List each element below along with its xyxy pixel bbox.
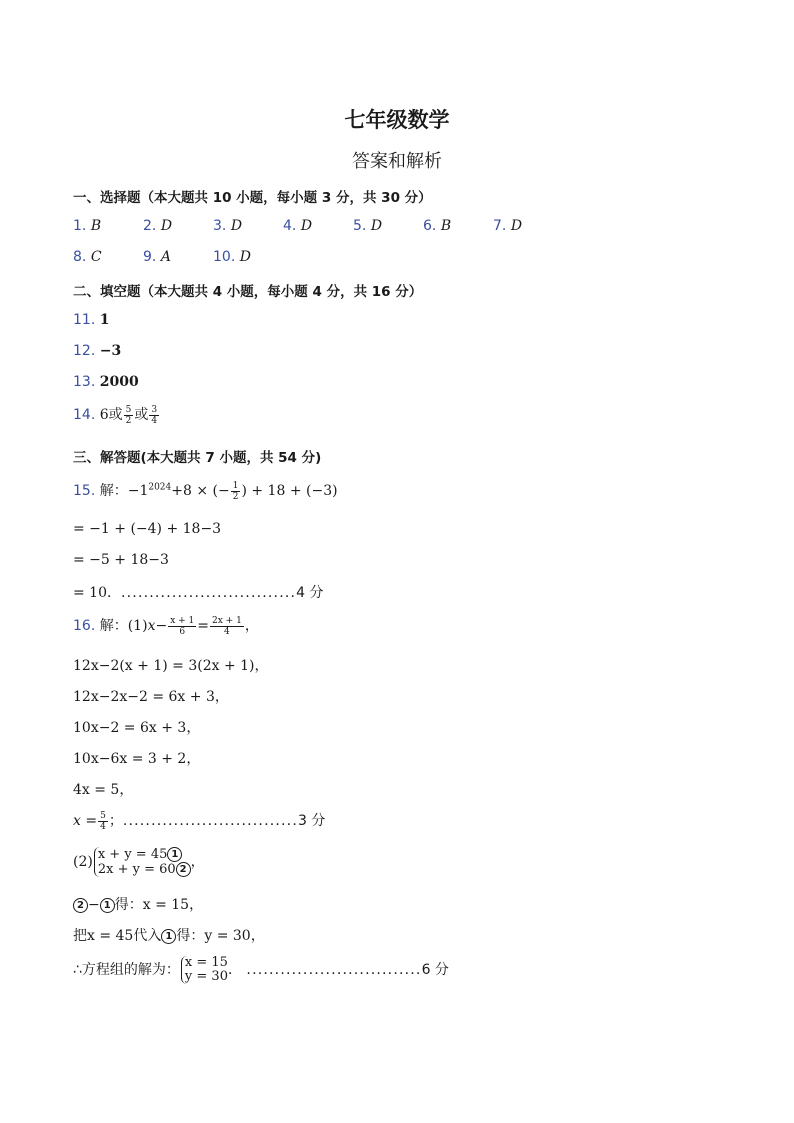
fraction-2x1-4: $\frac{2x + 1}{4}$: [212, 615, 242, 637]
q16-eliminate: 2 − 1 得：x = 15，: [73, 894, 203, 914]
circled-number-2: 2: [176, 862, 191, 877]
q16-step-2: 12x−2x−2 = 6x + 3，: [73, 689, 229, 705]
circled-number-1: 1: [161, 929, 176, 944]
q15-line-2: = −1 + (−4) + 18−3: [73, 521, 222, 537]
mc-answer-4: 4. D: [283, 218, 313, 234]
mc-answer-9: 9. A: [143, 249, 171, 265]
mc-answer-7: 7. D: [493, 218, 523, 234]
circled-number-2: 2: [73, 898, 88, 913]
page-subtitle: 答案和解析: [352, 151, 442, 172]
q16-step-6: x = $\frac{5}{4}$ ；...............................3 分: [73, 810, 326, 832]
mc-answer-6: 6. B: [423, 218, 452, 234]
q16-substitute: 把x = 45代入 1 得：y = 30，: [73, 928, 265, 944]
mc-answer-2: 2. D: [143, 218, 173, 234]
fill-answer-12: 12. −3: [73, 343, 122, 359]
fraction-5-4: $\frac{5}{4}$: [100, 810, 106, 832]
fraction-1-2: $\frac{1}{2}$: [232, 480, 239, 502]
fraction-x1-6: $\frac{x + 1}{6}$: [170, 615, 195, 637]
page-title: 七年级数学: [344, 108, 450, 132]
fraction-5-2: $\frac{5}{2}$: [125, 404, 132, 426]
q16-part2-system: (2) x + y = 45 1 2x + y = 60 2 ，: [73, 847, 205, 877]
mc-answer-10: 10. D: [213, 249, 251, 265]
fill-answer-13: 13. 2000: [73, 374, 139, 390]
circled-number-1: 1: [100, 898, 115, 913]
q16-step-1: 12x−2(x + 1) = 3(2x + 1)，: [73, 658, 269, 674]
solution-system: x = 15 y = 30: [181, 956, 228, 984]
equation-system: x + y = 45 1 2x + y = 60 2: [94, 847, 191, 877]
q15-line-3: = −5 + 18−3: [73, 552, 169, 568]
section-2-heading: 二、填空题（本大题共 4 小题，每小题 4 分，共 16 分）: [73, 284, 423, 300]
fill-answer-14: 14. 6或 $\frac{5}{2}$ 或 $\frac{3}{4}$: [73, 404, 158, 426]
mc-answer-8: 8. C: [73, 249, 102, 265]
section-1-heading: 一、选择题（本大题共 10 小题，每小题 3 分，共 30 分）: [73, 190, 432, 206]
fraction-3-4: $\frac{3}{4}$: [151, 404, 158, 426]
q15-line-4: = 10．...............................4 分: [73, 585, 324, 601]
q16-step-3: 10x−2 = 6x + 3，: [73, 720, 201, 736]
mc-answer-3: 3. D: [213, 218, 243, 234]
q16-step-4: 10x−6x = 3 + 2，: [73, 751, 201, 767]
mc-answer-1: 1. B: [73, 218, 102, 234]
mc-answer-5: 5. D: [353, 218, 383, 234]
q16-line-1: 16. 解：(1)x− $\frac{x + 1}{6}$ = $\frac{2x + 1}{4}$ ，: [73, 615, 259, 637]
q15-line-1: 15. 解：$-1^{2024}+8$ × (− $\frac{1}{2}$ ) + 18 + (−3): [73, 480, 338, 502]
section-3-heading: 三、解答题(本大题共 7 小题，共 54 分): [73, 450, 322, 466]
fill-answer-11: 11. 1: [73, 312, 110, 328]
q16-step-5: 4x = 5，: [73, 782, 134, 798]
q16-solution: ∴方程组的解为： x = 15 y = 30 ． ...............................6 分: [73, 955, 449, 984]
circled-number-1: 1: [167, 847, 182, 862]
